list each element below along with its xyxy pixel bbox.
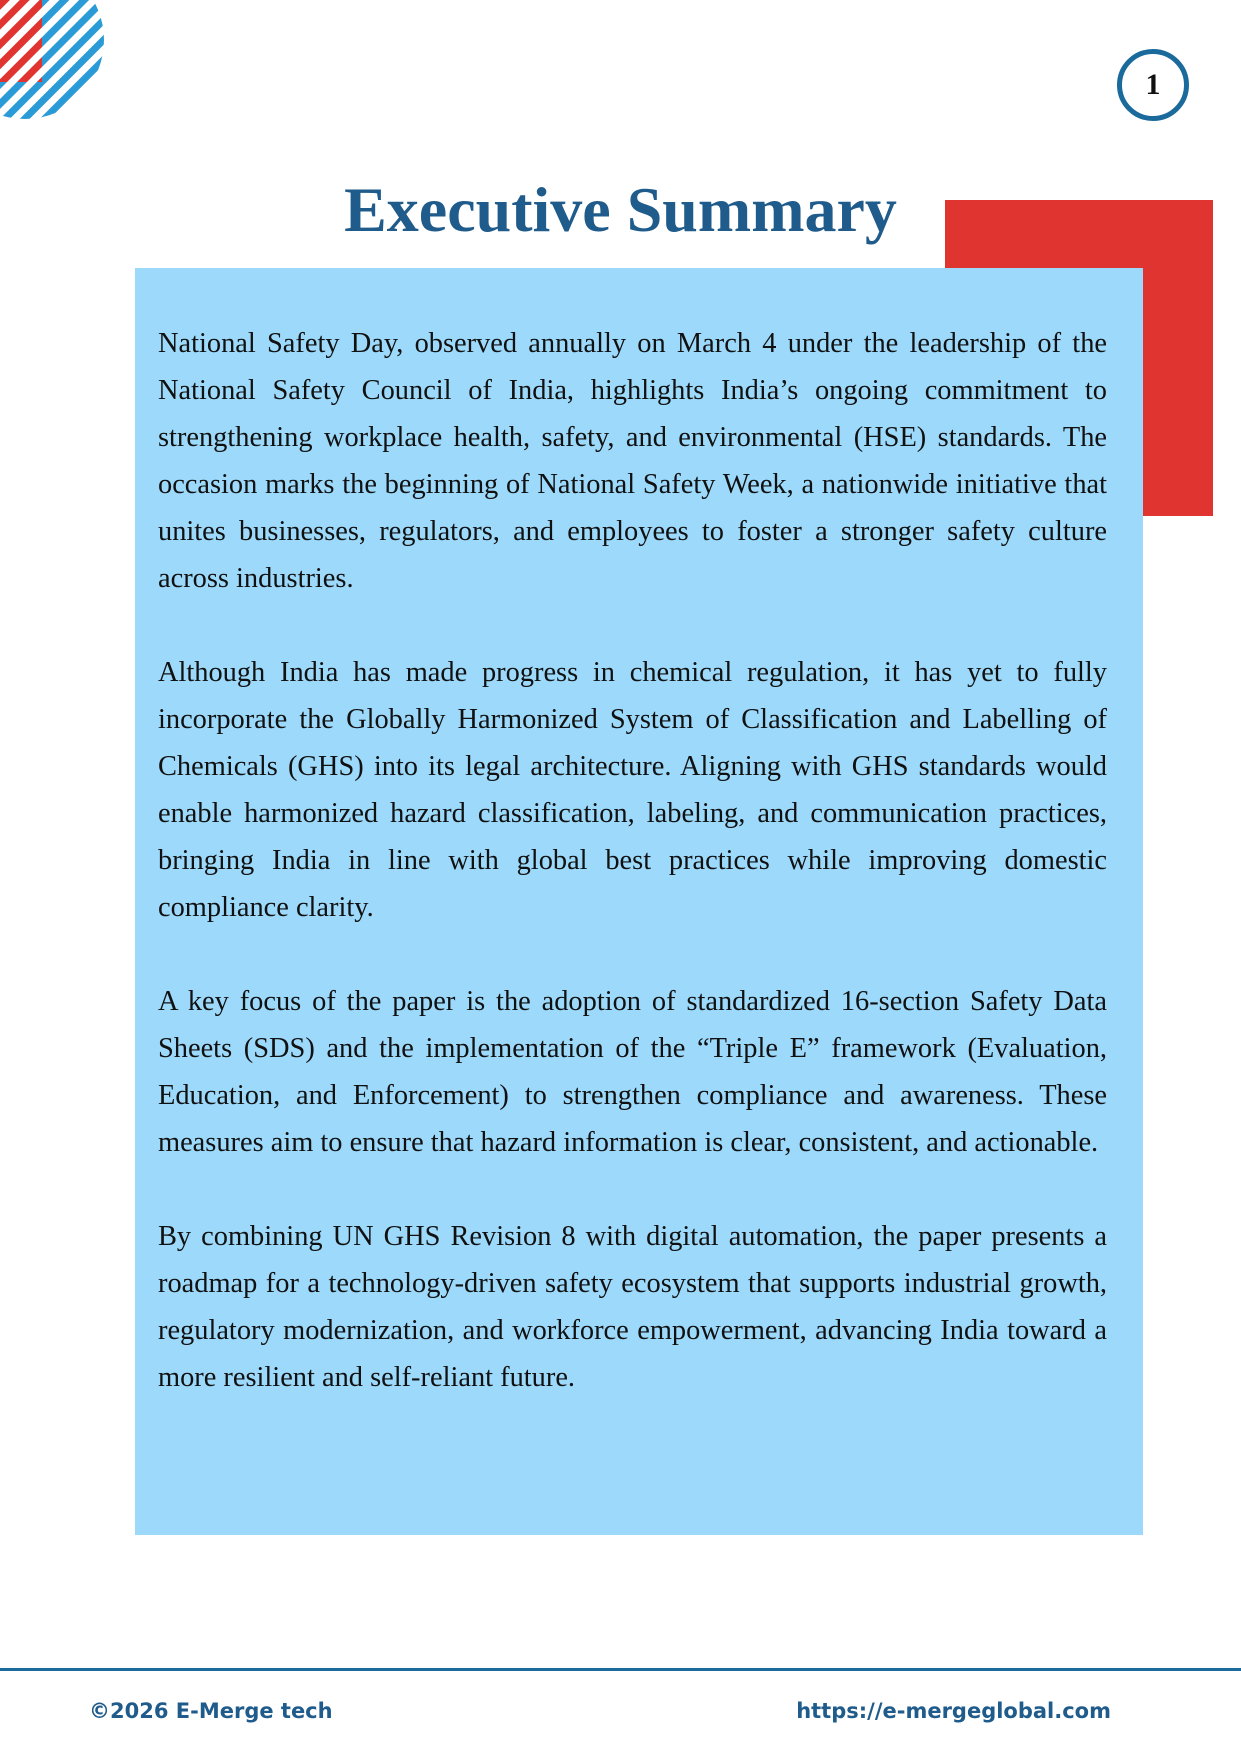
summary-paragraph: By combining UN GHS Revision 8 with digital automation, the paper presents a roadmap for a technology-driven safety ecosystem that supports industrial growth, regulatory modernization, and workforce empowerment, advancing India toward a more resilient and self-reliant future. <box>158 1221 1107 1393</box>
page-title: Executive Summary <box>344 174 897 245</box>
summary-paragraph: National Safety Day, observed annually on March 4 under the leadership of the National Safety Council of India, highlights India’s ongoing commitment to strengthening workplace health, safety, and environmental (HSE) standards. The occasion marks the beginning of National Safety Week, a nationwide initiative that unites businesses, regulators, and employees to foster a stronger safety culture across industries. <box>158 328 1107 594</box>
corner-stripe-decoration <box>0 0 110 130</box>
summary-paragraph: Although India has made progress in chemical regulation, it has yet to fully incorporate the Globally Harmonized System of Classification and Labelling of Chemicals (GHS) into its legal architecture. Aligning with GHS standards would enable harmonized hazard classification, labeling, and communication practices, bringing India in line with global best practices while improving domestic compliance clarity. <box>158 657 1107 923</box>
summary-box <box>135 268 1143 1535</box>
summary-paragraph: A key focus of the paper is the adoption of standardized 16-section Safety Data Sheets (SDS) and the implementation of the “Triple E” framework (Evaluation, Education, and Enforcement) to strengthen compliance and awareness. These measures aim to ensure that hazard information is clear, consistent, and actionable. <box>158 986 1107 1158</box>
footer-url-link[interactable]: https://e-mergeglobal.com <box>796 1699 1111 1723</box>
footer-copyright: ©2026 E-Merge tech <box>89 1699 333 1723</box>
footer-divider <box>0 1668 1241 1671</box>
page-number-badge: 1 <box>1117 49 1189 121</box>
